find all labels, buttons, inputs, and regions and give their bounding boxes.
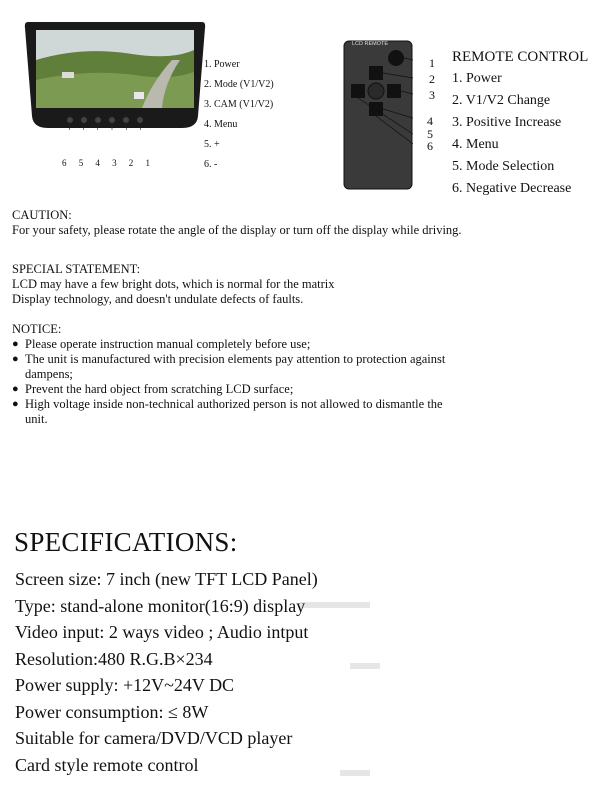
callout-number: 4	[427, 114, 433, 128]
callout-number: 6	[427, 139, 433, 153]
legend-item: 3. CAM (V1/V2)	[204, 99, 274, 110]
legend-item: 5. +	[204, 139, 220, 150]
spec-item: Suitable for camera/DVD/VCD player	[15, 728, 293, 748]
specifications-list	[15, 566, 318, 778]
notice-section	[12, 322, 492, 427]
button-number: 1	[145, 158, 150, 168]
remote-illustration	[343, 40, 413, 190]
legend-item: 1. Power	[204, 59, 240, 70]
special-statement-section	[12, 262, 492, 307]
button-number: 3	[112, 158, 117, 168]
remote-control-legend	[452, 46, 588, 200]
notice-item: ● High voltage inside non-technical authorized person is not allowed to dismantle the unit.	[12, 397, 445, 427]
notice-list	[12, 337, 492, 427]
legend-item: 4. Menu	[452, 137, 499, 152]
notice-heading: NOTICE:	[12, 322, 62, 336]
monitor-button-numbers	[62, 158, 150, 168]
notice-item: ● Please operate instruction manual completely before use;	[12, 337, 492, 352]
button-number: 6	[62, 158, 67, 168]
button-number: 2	[128, 158, 134, 168]
spec-item: Video input: 2 ways video ; Audio intput	[15, 622, 309, 642]
legend-item: 2. Mode (V1/V2)	[204, 79, 274, 90]
notice-item: ● Prevent the hard object from scratching LCD surface;	[12, 382, 492, 397]
legend-item: 2. V1/V2 Change	[452, 93, 551, 108]
special-statement-line: Display technology, and doesn't undulate defects of faults.	[12, 292, 304, 306]
special-statement-heading: SPECIAL STATEMENT:	[12, 262, 141, 276]
remote-brand-label: LCD REMOTE	[352, 41, 389, 47]
monitor-button-legend	[204, 55, 274, 175]
button-number: 4	[95, 158, 100, 168]
callout-number: 5	[427, 127, 433, 141]
spec-item: Card style remote control	[15, 754, 199, 775]
legend-item: 3. Positive Increase	[452, 115, 562, 130]
notice-item: ● The unit is manufactured with precision elements pay attention to protection against dampens;	[12, 352, 495, 382]
specifications-title: SPECIFICATIONS:	[14, 527, 238, 557]
caution-section	[12, 208, 482, 238]
caution-text: For your safety, please rotate the angle of the display or turn off the display while driving.	[12, 223, 462, 237]
monitor-illustration	[22, 20, 208, 130]
legend-item: 6. -	[204, 159, 218, 170]
spec-item: Type: stand-alone monitor(16:9) display	[15, 595, 306, 616]
legend-item: 4. Menu	[204, 119, 238, 130]
legend-item: 5. Mode Selection	[452, 159, 555, 174]
caution-heading: CAUTION:	[12, 208, 72, 222]
spec-item: Power supply: +12V~24V DC	[15, 675, 235, 695]
button-number: 5	[78, 158, 84, 168]
legend-item: 1. Power	[452, 71, 502, 86]
spec-item: Screen size: 7 inch (new TFT LCD Panel)	[15, 569, 318, 589]
legend-item: 6. Negative Decrease	[452, 181, 572, 196]
spec-item: Resolution:480 R.G.B×234	[15, 648, 213, 669]
special-statement-line: LCD may have a few bright dots, which is normal for the matrix	[12, 277, 335, 291]
callout-number: 1	[429, 56, 435, 70]
remote-legend-title: REMOTE CONTROL	[452, 49, 589, 65]
callout-number: 3	[429, 88, 435, 102]
spec-item: Power consumption: ≤ 8W	[15, 701, 209, 722]
callout-number: 2	[429, 72, 435, 86]
